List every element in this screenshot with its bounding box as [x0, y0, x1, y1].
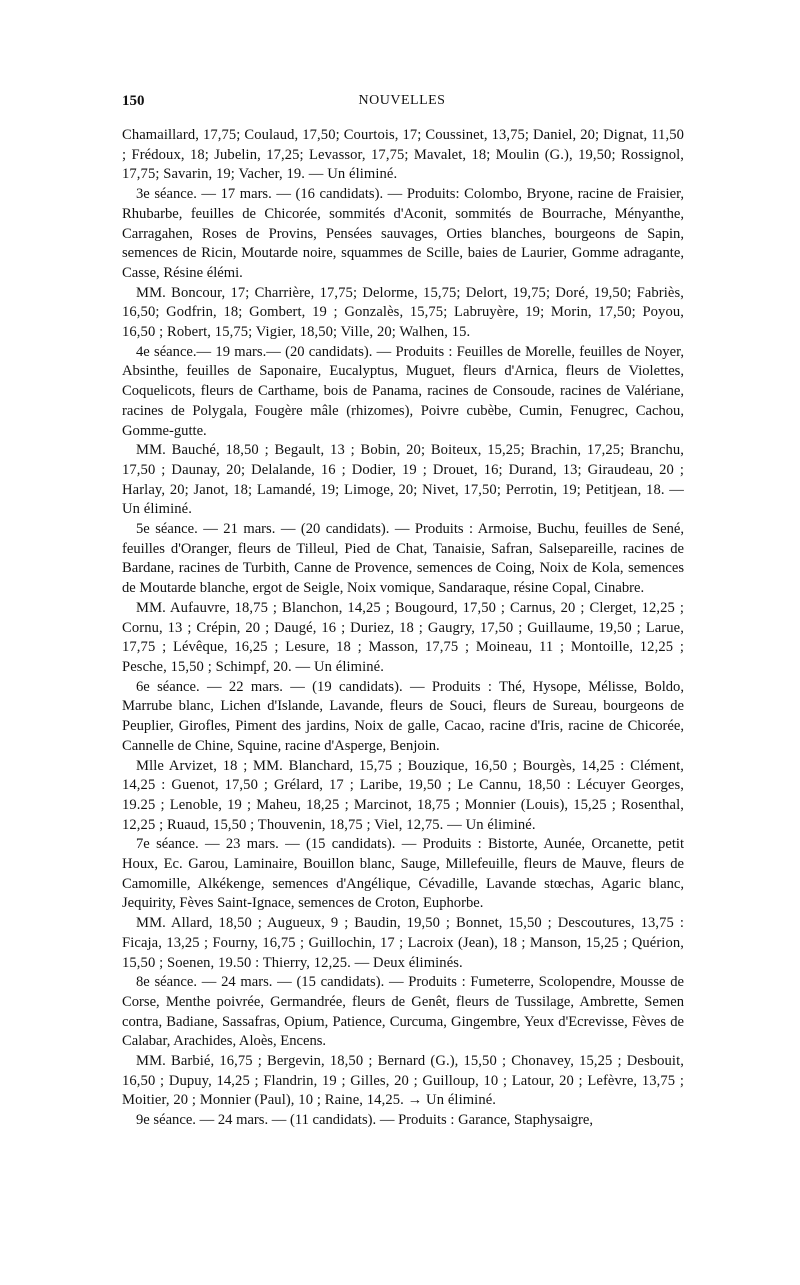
paragraph-seance-3: 3e séance. — 17 mars. — (16 candidats). — Produits: Colombo, Bryone, racine de Fraisier, Rhubarbe, feuilles de Chicorée, sommités d'Aconit, sommités de Bourrache, Ményanthe, Carragahen, Roses de Provins, Pensées sauvages, Orties blanches, bourgeons de Sapin, semences de Ricin, Moutarde noire, squammes de Scille, baies de Laurier, Gomme adragante, Casse, Résine élémi.	[122, 186, 684, 281]
page-header	[122, 93, 682, 117]
page-number: 150	[122, 93, 145, 109]
paragraph-results-seance-6: Mlle Arvizet, 18 ; MM. Blanchard, 15,75 ; Bouzique, 16,50 ; Bourgès, 14,25 : Clément, 14,25 : Guenot, 17,50 ; Grélard, 17 ; Laribe, 19,50 ; Le Cannu, 18,50 : Lécuyer Georges, 19.25 ; Lenoble, 19 ; Maheu, 18,25 ; Marcinot, 18,75 ; Monnier (Louis), 15,25 ; Rosenthal, 12,25 ; Ruaud, 15,50 ; Thouvenin, 18,75 ; Viel, 12,75. — Un éliminé.	[122, 757, 684, 833]
paragraph-seance-5: 5e séance. — 21 mars. — (20 candidats). — Produits : Armoise, Buchu, feuilles de Sené, feuilles d'Oranger, fleurs de Tilleul, Pied de Chat, Tanaisie, Safran, Salsepareille, racines de Bardane, racines de Turbith, Canne de Provence, semences de Coing, Noix de Kola, semences de Moutarde blanche, ergot de Seigle, Noix vomique, Sandaraque, résine Copal, Cinabre.	[122, 521, 684, 597]
paragraph-results-seance-2: Chamaillard, 17,75; Coulaud, 17,50; Courtois, 17; Coussinet, 13,75; Daniel, 20; Dignat, 11,50 ; Frédoux, 18; Jubelin, 17,25; Levassor, 17,75; Mavalet, 18; Moulin (G.), 19,50; Rossignol, 17,75; Savarin, 19; Vacher, 19. — Un éliminé.	[122, 127, 684, 183]
paragraph-results-seance-7: MM. Allard, 18,50 ; Augueux, 9 ; Baudin, 19,50 ; Bonnet, 15,50 ; Descoutures, 13,75 : Ficaja, 13,25 ; Fourny, 16,75 ; Guillochin, 17 ; Lacroix (Jean), 18 ; Manson, 15,25 ; Quérion, 15,50 ; Soenen, 19.50 : Thierry, 12,25. — Deux éliminés.	[122, 915, 684, 971]
paragraph-results-seance-5: MM. Aufauvre, 18,75 ; Blanchon, 14,25 ; Bougourd, 17,50 ; Carnus, 20 ; Clerget, 12,25 ; Cornu, 13 ; Crépin, 20 ; Daugé, 16 ; Duriez, 18 ; Gaugry, 17,50 ; Guillaume, 19,50 ; Larue, 17,75 ; Lévêque, 16,25 ; Lesure, 18 ; Masson, 17,75 ; Moineau, 11 ; Montoille, 12,25 ; Pesche, 15,50 ; Schimpf, 20. — Un éliminé.	[122, 599, 684, 675]
paragraph-seance-8: 8e séance. — 24 mars. — (15 candidats). — Produits : Fumeterre, Scolopendre, Mousse de Corse, Menthe poivrée, Germandrée, fleurs de Genêt, fleurs de Tussilage, Ambrette, Semen contra, Badiane, Sassafras, Opium, Patience, Curcuma, Gingembre, Yeux d'Ecrevisse, Fèves de Calabar, Arachides, Aloès, Encens.	[122, 974, 684, 1050]
running-title: NOUVELLES	[358, 93, 446, 108]
paragraph-seance-7: 7e séance. — 23 mars. — (15 candidats). — Produits : Bistorte, Aunée, Orcanette, petit Houx, Ec. Garou, Laminaire, Bouillon blanc, Sauge, Millefeuille, fleurs de Mauve, fleurs de Camomille, Alkékenge, semences d'Angélique, Cévadille, Lavande stœchas, Agaric blanc, Jequirity, Fèves Saint-Ignace, semences de Croton, Euphorbe.	[122, 836, 684, 912]
paragraph-seance-9: 9e séance. — 24 mars. — (11 candidats). — Produits : Garance, Staphysaigre,	[136, 1112, 594, 1129]
paragraph-seance-4: 4e séance.— 19 mars.— (20 candidats). — Produits : Feuilles de Morelle, feuilles de Noyer, Absinthe, feuilles de Saponaire, Eucalyptus, Muguet, fleurs d'Arnica, fleurs de Violettes, Coquelicots, fleurs de Carthame, bois de Panama, racines de Consoude, racines de Valériane, racines de Polygala, Fougère mâle (rhizomes), Poivre cubèbe, Cumin, Fenugrec, Cachou, Gomme-gutte.	[122, 343, 684, 439]
paragraph-results-seance-3: MM. Boncour, 17; Charrière, 17,75; Delorme, 15,75; Delort, 19,75; Doré, 19,50; Fabriès, 16,50; Godfrin, 18; Gombert, 19 ; Gonzalès, 15,75; Labruyère, 19; Morin, 17,50; Poyou, 16,50 ; Robert, 15,75; Vigier, 18,50; Ville, 20; Walhen, 15.	[122, 284, 684, 341]
paragraph-seance-6: 6e séance. — 22 mars. — (19 candidats). — Produits : Thé, Hysope, Mélisse, Boldo, Marrube blanc, Lichen d'Islande, Lavande, fleurs de Souci, fleurs de Sureau, bourgeons de Peuplier, Girofles, Piment des jardins, Noix de galle, Cacao, racine d'Iris, racine de Chicorée, Cannelle de Chine, Squine, racine d'Asperge, Benjoin.	[122, 678, 684, 754]
page-body	[122, 126, 684, 1131]
paragraph-results-seance-8: MM. Barbié, 16,75 ; Bergevin, 18,50 ; Bernard (G.), 15,50 ; Chonavey, 15,25 ; Desbouit, 16,50 ; Dupuy, 14,25 ; Flandrin, 19 ; Gilles, 20 ; Guilloup, 10 ; Latour, 20 ; Lefèvre, 13,75 ; Moitier, 20 ; Monnier (Paul), 10 ; Raine, 14,25. → Un éliminé.	[122, 1053, 684, 1109]
paragraph-results-seance-4: MM. Bauché, 18,50 ; Begault, 13 ; Bobin, 20; Boiteux, 15,25; Brachin, 17,25; Branchu, 17,50 ; Daunay, 20; Delalande, 16 ; Dodier, 19 ; Drouet, 16; Durand, 13; Giraudeau, 20 ; Harlay, 20; Janot, 18; Lamandé, 19; Limoge, 20; Nivet, 17,50; Perrotin, 19; Petitjean, 18. — Un éliminé.	[122, 442, 684, 518]
